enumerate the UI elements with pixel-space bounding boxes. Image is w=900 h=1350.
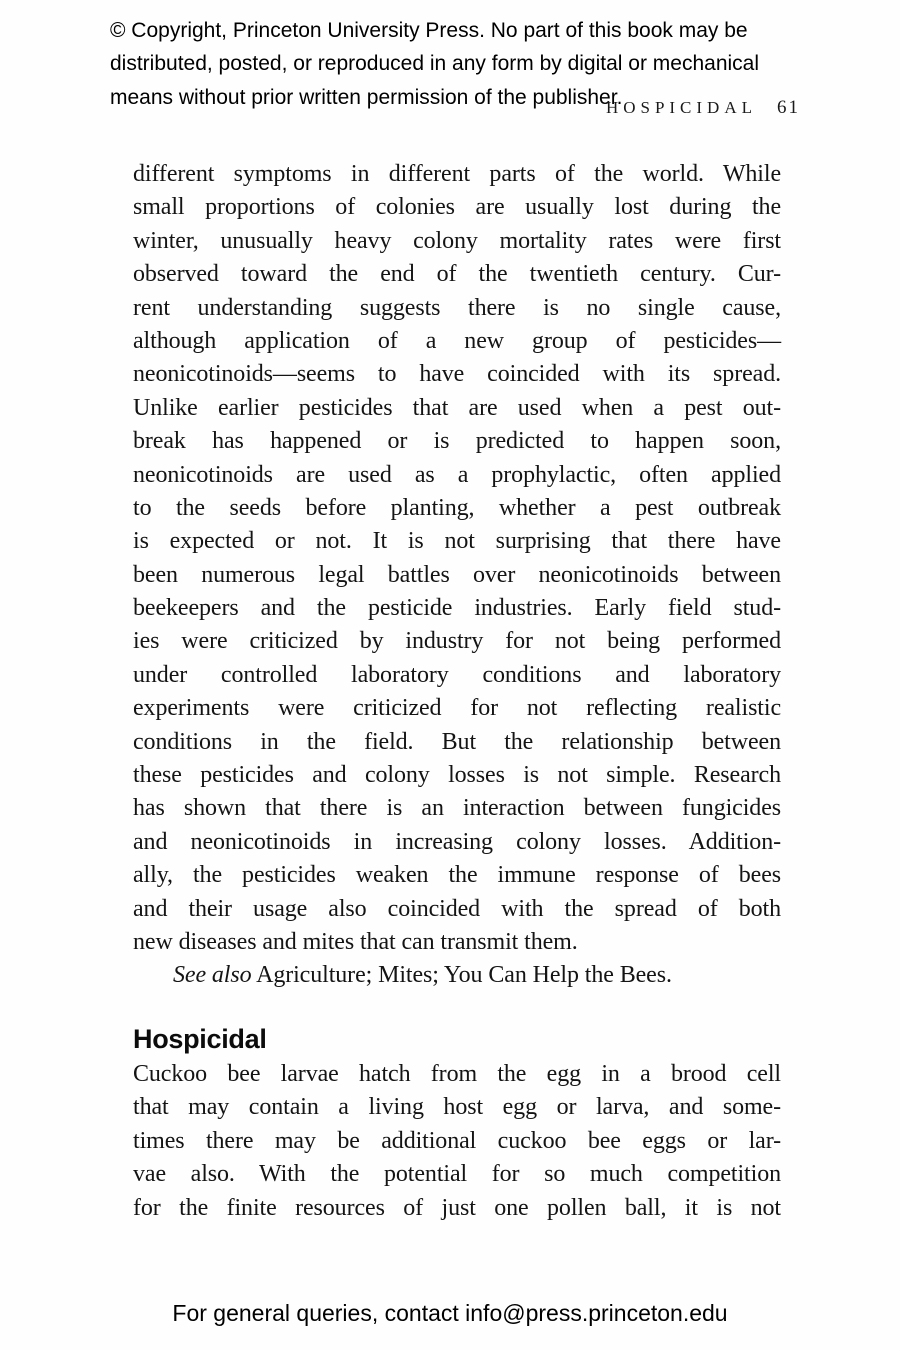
text-line: Cuckoo bee larvae hatch from the egg in a brood cell	[133, 1061, 781, 1087]
entry-paragraph	[133, 1058, 781, 1225]
text-line: these pesticides and colony losses is not simple. Research	[133, 762, 781, 789]
running-head	[606, 97, 800, 119]
see-also-references: Agriculture; Mites; You Can Help the Bees.	[251, 962, 672, 989]
text-line: conditions in the field. But the relationship between	[133, 728, 781, 755]
text-line: vae also. With the potential for so much competition	[133, 1161, 781, 1188]
text-line: means without prior written permission of the publisher.	[110, 85, 623, 109]
text-line: under controlled laboratory conditions and laboratory	[133, 661, 781, 688]
text-line: winter, unusually heavy colony mortality rates were first	[133, 227, 781, 254]
text-line: neonicotinoids are used as a prophylactic, often applied	[133, 461, 781, 488]
text-line: ies were criticized by industry for not being performed	[133, 628, 781, 655]
footer-contact: For general queries, contact info@press.princeton.edu	[172, 1300, 728, 1326]
text-line: observed toward the end of the twentieth century. Cur-	[133, 261, 781, 288]
text-line: that may contain a living host egg or larva, and some-	[133, 1094, 781, 1121]
text-line: experiments were criticized for not reflecting realistic	[133, 695, 781, 722]
entry-continued-paragraph	[133, 158, 781, 993]
text-line: been numerous legal battles over neonicotinoids between	[133, 561, 781, 588]
text-line: ally, the pesticides weaken the immune response of bees	[133, 862, 781, 889]
text-line: © Copyright, Princeton University Press. No part of this book may be	[110, 19, 748, 42]
running-head-title: HOSPICIDAL	[605, 98, 757, 117]
text-line: rent understanding suggests there is no single cause,	[133, 294, 781, 321]
see-also-label: See also	[173, 962, 252, 989]
text-line: small proportions of colonies are usually lost during the	[133, 194, 781, 221]
text-line: new diseases and mites that can transmit them.	[133, 928, 578, 955]
text-line: times there may be additional cuckoo bee eggs or lar-	[133, 1127, 781, 1154]
text-line: beekeepers and the pesticide industries. Early field stud-	[133, 595, 781, 622]
text-line: and their usage also coincided with the spread of both	[133, 895, 781, 922]
entry-heading: Hospicidal	[133, 1024, 267, 1054]
text-line: although application of a new group of pesticides—	[133, 327, 781, 354]
text-line: for the finite resources of just one pollen ball, it is not	[133, 1194, 781, 1221]
text-line: has shown that there is an interaction between fungicides	[133, 795, 781, 822]
page-number: 61	[777, 97, 800, 118]
entry-continued-lines	[133, 158, 781, 959]
text-line: and neonicotinoids in increasing colony losses. Addition-	[133, 828, 781, 855]
text-line: Unlike earlier pesticides that are used when a pest out-	[133, 394, 781, 421]
see-also-line	[133, 959, 781, 992]
text-line: to the seeds before planting, whether a pest outbreak	[133, 494, 781, 521]
text-line: different symptoms in different parts of the world. While	[133, 161, 781, 187]
text-line: neonicotinoids—seems to have coincided with its spread.	[133, 361, 781, 388]
text-line: break has happened or is predicted to happen soon,	[133, 428, 781, 455]
text-line: is expected or not. It is not surprising that there have	[133, 528, 781, 555]
text-line: distributed, posted, or reproduced in any form by digital or mechanical	[110, 52, 760, 76]
